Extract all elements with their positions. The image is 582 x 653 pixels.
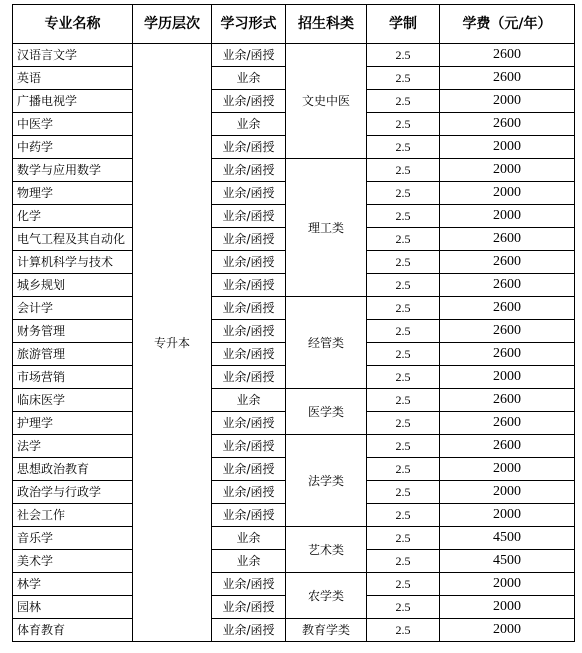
years-cell: 2.5 [367,412,440,435]
major-cell: 汉语言文学 [13,44,133,67]
mode-cell: 业余/函授 [212,159,286,182]
major-cell: 中药学 [13,136,133,159]
mode-cell: 业余/函授 [212,320,286,343]
years-cell: 2.5 [367,251,440,274]
fee-cell: 2000 [440,366,575,389]
major-cell: 物理学 [13,182,133,205]
major-cell: 体育教育 [13,619,133,642]
years-cell: 2.5 [367,205,440,228]
major-cell: 园林 [13,596,133,619]
major-cell: 广播电视学 [13,90,133,113]
table-row [13,389,575,412]
mode-cell: 业余/函授 [212,182,286,205]
header-fee: 学费（元/年） [440,5,575,44]
major-cell: 林学 [13,573,133,596]
major-cell: 化学 [13,205,133,228]
major-cell: 财务管理 [13,320,133,343]
fee-cell: 2600 [440,320,575,343]
table-row [13,527,575,550]
table-row [13,435,575,458]
years-cell: 2.5 [367,504,440,527]
mode-cell: 业余/函授 [212,481,286,504]
mode-cell: 业余/函授 [212,136,286,159]
years-cell: 2.5 [367,389,440,412]
mode-cell: 业余/函授 [212,228,286,251]
mode-cell: 业余 [212,550,286,573]
major-cell: 市场营销 [13,366,133,389]
years-cell: 2.5 [367,90,440,113]
years-cell: 2.5 [367,182,440,205]
fee-cell: 2600 [440,228,575,251]
fee-cell: 4500 [440,550,575,573]
mode-cell: 业余/函授 [212,412,286,435]
header-row [13,5,575,44]
fee-cell: 2000 [440,619,575,642]
table-body [13,44,575,642]
mode-cell: 业余/函授 [212,251,286,274]
major-cell: 会计学 [13,297,133,320]
major-cell: 社会工作 [13,504,133,527]
table-row [13,619,575,642]
major-cell: 计算机科学与技术 [13,251,133,274]
major-cell: 电气工程及其自动化 [13,228,133,251]
category-cell: 医学类 [286,389,367,435]
fee-cell: 2000 [440,159,575,182]
fee-cell: 2000 [440,182,575,205]
mode-cell: 业余/函授 [212,458,286,481]
fee-cell: 2600 [440,251,575,274]
category-cell: 理工类 [286,159,367,297]
category-cell: 法学类 [286,435,367,527]
table-row [13,297,575,320]
mode-cell: 业余/函授 [212,435,286,458]
years-cell: 2.5 [367,320,440,343]
header-mode: 学习形式 [212,5,286,44]
years-cell: 2.5 [367,481,440,504]
fee-cell: 2000 [440,481,575,504]
major-cell: 音乐学 [13,527,133,550]
mode-cell: 业余/函授 [212,573,286,596]
fee-cell: 2000 [440,504,575,527]
category-cell: 文史中医 [286,44,367,159]
years-cell: 2.5 [367,458,440,481]
fee-cell: 2600 [440,412,575,435]
table-row [13,159,575,182]
mode-cell: 业余/函授 [212,297,286,320]
table-row [13,573,575,596]
years-cell: 2.5 [367,550,440,573]
mode-cell: 业余 [212,527,286,550]
years-cell: 2.5 [367,527,440,550]
fee-cell: 2000 [440,90,575,113]
fee-cell: 2600 [440,67,575,90]
table-row [13,44,575,67]
years-cell: 2.5 [367,343,440,366]
header-level: 学历层次 [133,5,212,44]
major-cell: 旅游管理 [13,343,133,366]
years-cell: 2.5 [367,67,440,90]
years-cell: 2.5 [367,435,440,458]
years-cell: 2.5 [367,228,440,251]
tuition-table [12,4,575,642]
years-cell: 2.5 [367,113,440,136]
years-cell: 2.5 [367,366,440,389]
fee-cell: 2600 [440,274,575,297]
fee-cell: 2000 [440,596,575,619]
major-cell: 临床医学 [13,389,133,412]
fee-cell: 4500 [440,527,575,550]
fee-cell: 2600 [440,343,575,366]
mode-cell: 业余 [212,113,286,136]
mode-cell: 业余/函授 [212,343,286,366]
mode-cell: 业余 [212,67,286,90]
fee-cell: 2000 [440,136,575,159]
major-cell: 英语 [13,67,133,90]
fee-cell: 2600 [440,113,575,136]
mode-cell: 业余/函授 [212,619,286,642]
header-years: 学制 [367,5,440,44]
fee-cell: 2000 [440,573,575,596]
mode-cell: 业余/函授 [212,504,286,527]
header-major: 专业名称 [13,5,133,44]
fee-cell: 2600 [440,389,575,412]
category-cell: 农学类 [286,573,367,619]
mode-cell: 业余/函授 [212,274,286,297]
major-cell: 中医学 [13,113,133,136]
fee-cell: 2600 [440,297,575,320]
fee-cell: 2000 [440,205,575,228]
category-cell: 艺术类 [286,527,367,573]
fee-cell: 2600 [440,435,575,458]
major-cell: 法学 [13,435,133,458]
major-cell: 数学与应用数学 [13,159,133,182]
years-cell: 2.5 [367,44,440,67]
years-cell: 2.5 [367,596,440,619]
years-cell: 2.5 [367,274,440,297]
mode-cell: 业余/函授 [212,596,286,619]
fee-cell: 2000 [440,458,575,481]
major-cell: 美术学 [13,550,133,573]
years-cell: 2.5 [367,159,440,182]
category-cell: 教育学类 [286,619,367,642]
mode-cell: 业余/函授 [212,205,286,228]
years-cell: 2.5 [367,619,440,642]
major-cell: 护理学 [13,412,133,435]
fee-cell: 2600 [440,44,575,67]
major-cell: 城乡规划 [13,274,133,297]
header-category: 招生科类 [286,5,367,44]
years-cell: 2.5 [367,297,440,320]
table-container [12,4,575,642]
major-cell: 政治学与行政学 [13,481,133,504]
years-cell: 2.5 [367,573,440,596]
mode-cell: 业余 [212,389,286,412]
level-cell: 专升本 [133,44,212,642]
mode-cell: 业余/函授 [212,90,286,113]
major-cell: 思想政治教育 [13,458,133,481]
category-cell: 经管类 [286,297,367,389]
mode-cell: 业余/函授 [212,44,286,67]
years-cell: 2.5 [367,136,440,159]
mode-cell: 业余/函授 [212,366,286,389]
